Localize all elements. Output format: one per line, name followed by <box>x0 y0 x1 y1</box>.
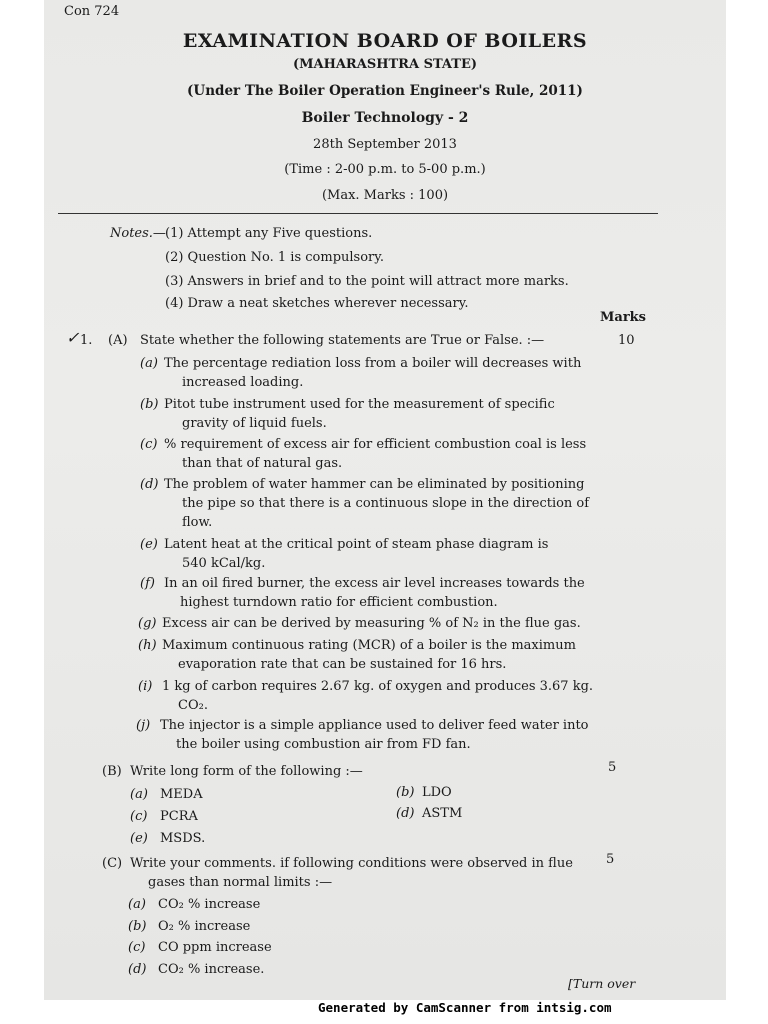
item-label: (b) <box>396 785 415 800</box>
q1a-prompt: State whether the following statements are True or False. :— <box>140 333 545 348</box>
item-text: CO₂. <box>178 698 208 713</box>
exam-rule: (Under The Boiler Operation Engineer's Rule, 2011) <box>187 83 583 99</box>
q1b-label: (B) <box>102 764 122 779</box>
item-text: ASTM <box>422 806 463 821</box>
item-text: MEDA <box>160 787 203 802</box>
item-text: CO₂ % increase <box>158 897 261 912</box>
item-text: Pitot tube instrument used for the measurement of specific <box>164 397 555 412</box>
q1c-label: (C) <box>102 856 123 871</box>
item-text: CO ppm increase <box>158 940 272 955</box>
item-text: gravity of liquid fuels. <box>182 416 327 431</box>
q1c-marks: 5 <box>606 852 615 867</box>
q1a-marks: 10 <box>618 333 635 348</box>
q1-number: 1. <box>80 333 93 348</box>
q1c-prompt: gases than normal limits :— <box>148 875 333 890</box>
item-text: LDO <box>422 785 452 800</box>
item-text: evaporation rate that can be sustained for 16 hrs. <box>178 657 507 672</box>
q1b-prompt: Write long form of the following :— <box>130 764 363 779</box>
item-text: flow. <box>182 515 213 530</box>
exam-state: (MAHARASHTRA STATE) <box>292 57 478 72</box>
exam-time: (Time : 2-00 p.m. to 5-00 p.m.) <box>284 162 486 177</box>
item-label: (c) <box>140 437 158 452</box>
item-text: The injector is a simple appliance used to deliver feed water into <box>160 718 589 733</box>
item-text: the pipe so that there is a continuous slope in the direction of <box>182 496 590 511</box>
header-divider <box>58 213 658 214</box>
notes-label: Notes.— <box>110 226 166 241</box>
item-text: O₂ % increase <box>158 919 251 934</box>
turn-over-label: [Turn over <box>568 976 636 991</box>
item-text: MSDS. <box>160 831 206 846</box>
item-text: the boiler using combustion air from FD fan. <box>176 737 471 752</box>
item-label: (f) <box>140 576 155 591</box>
item-text: highest turndown ratio for efficient combustion. <box>180 595 498 610</box>
item-text: % requirement of excess air for efficient combustion coal is less <box>164 437 587 452</box>
item-text: 1 kg of carbon requires 2.67 kg. of oxygen and produces 3.67 kg. <box>162 679 594 694</box>
item-text: PCRA <box>160 809 198 824</box>
item-text: The problem of water hammer can be eliminated by positioning <box>164 477 585 492</box>
exam-date: 28th September 2013 <box>313 137 457 152</box>
camscanner-footer: Generated by CamScanner from intsig.com <box>318 1000 612 1015</box>
item-label: (b) <box>128 919 147 934</box>
item-label: (h) <box>138 638 157 653</box>
exam-paper <box>44 0 726 1000</box>
item-label: (b) <box>140 397 159 412</box>
note-item: (3) Answers in brief and to the point will attract more marks. <box>165 274 569 289</box>
item-label: (j) <box>136 718 151 733</box>
item-label: (i) <box>138 679 153 694</box>
check-mark-icon: ✓ <box>66 328 80 347</box>
item-label: (d) <box>128 962 147 977</box>
q1b-marks: 5 <box>608 760 617 775</box>
item-text: In an oil fired burner, the excess air level increases towards the <box>164 576 585 591</box>
marks-heading: Marks <box>600 310 646 325</box>
item-text: than that of natural gas. <box>182 456 343 471</box>
note-item: (4) Draw a neat sketches wherever necessary. <box>165 296 469 311</box>
item-text: The percentage rediation loss from a boiler will decreases with <box>164 356 582 371</box>
item-label: (e) <box>140 537 158 552</box>
exam-title: EXAMINATION BOARD OF BOILERS <box>182 30 588 52</box>
q1c-prompt: Write your comments. if following conditions were observed in flue <box>130 856 573 871</box>
item-text: Latent heat at the critical point of steam phase diagram is <box>164 537 549 552</box>
item-label: (a) <box>140 356 158 371</box>
item-label: (c) <box>130 809 148 824</box>
item-label: (c) <box>128 940 146 955</box>
note-item: (2) Question No. 1 is compulsory. <box>165 250 385 265</box>
item-label: (e) <box>130 831 148 846</box>
item-label: (d) <box>140 477 159 492</box>
exam-max-marks: (Max. Marks : 100) <box>321 188 449 203</box>
item-text: increased loading. <box>182 375 304 390</box>
item-label: (a) <box>130 787 148 802</box>
exam-subject: Boiler Technology - 2 <box>301 110 469 126</box>
item-text: CO₂ % increase. <box>158 962 265 977</box>
paper-code: Con 724 <box>64 4 120 19</box>
note-item: (1) Attempt any Five questions. <box>165 226 373 241</box>
item-text: 540 kCal/kg. <box>182 556 266 571</box>
item-text: Excess air can be derived by measuring % of N₂ in the flue gas. <box>162 616 581 631</box>
item-label: (g) <box>138 616 157 631</box>
q1a-label: (A) <box>108 333 128 348</box>
item-text: Maximum continuous rating (MCR) of a boiler is the maximum <box>162 638 576 653</box>
item-label: (a) <box>128 897 146 912</box>
item-label: (d) <box>396 806 415 821</box>
